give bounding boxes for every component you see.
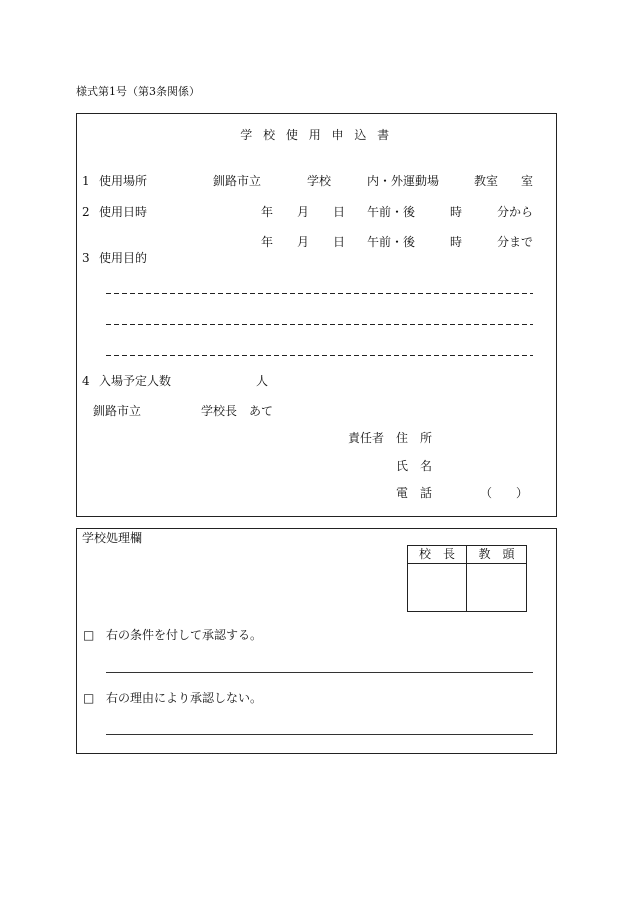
end-minute-unit: 分まで — [497, 235, 534, 249]
place-label: 使用場所 — [99, 174, 148, 188]
start-hour-unit: 時 — [450, 205, 463, 219]
attendance-unit: 人 — [256, 374, 269, 388]
end-day-unit: 日 — [333, 235, 346, 249]
principal-header: 校 長 — [408, 546, 467, 564]
form-title: 学 校 使 用 申 込 書 — [240, 128, 393, 142]
purpose-dashed-line — [106, 293, 533, 294]
item-number-datetime: 2 — [82, 205, 90, 219]
addressee-city: 釧路市立 — [93, 404, 142, 418]
school-processing-box — [76, 528, 557, 754]
not-approved-checkbox: □ — [83, 691, 95, 705]
conditions-line — [106, 672, 533, 673]
start-minute-unit: 分から — [497, 205, 534, 219]
vice-principal-header: 教 頭 — [467, 546, 526, 564]
applicant-phone-parens: （ ） — [480, 486, 529, 500]
place-school: 学校 — [307, 174, 332, 188]
form-number: 様式第1号（第3条関係） — [76, 85, 200, 98]
purpose-dashed-line — [106, 355, 533, 356]
applicant-role: 責任者 — [348, 431, 385, 445]
not-approved-label: 右の理由により承認しない。 — [106, 691, 263, 705]
approval-stamp-table — [407, 545, 527, 612]
attendance-label: 入場予定人数 — [99, 374, 172, 388]
addressee-title: 学校長 — [201, 404, 238, 418]
end-year-unit: 年 — [261, 235, 274, 249]
start-ampm: 午前・後 — [367, 205, 416, 219]
applicant-name-label: 氏 名 — [396, 459, 433, 473]
start-month-unit: 月 — [297, 205, 310, 219]
place-venue: 内・外運動場 — [367, 174, 440, 188]
purpose-dashed-line — [106, 324, 533, 325]
place-classroom: 教室 — [474, 174, 499, 188]
end-ampm: 午前・後 — [367, 235, 416, 249]
end-hour-unit: 時 — [450, 235, 463, 249]
addressee-suffix: あて — [249, 404, 274, 418]
purpose-label: 使用目的 — [99, 251, 148, 265]
place-room: 室 — [521, 174, 534, 188]
reason-line — [106, 734, 533, 735]
vice-principal-stamp-cell — [467, 564, 526, 611]
item-number-purpose: 3 — [82, 251, 90, 265]
datetime-label: 使用日時 — [99, 205, 148, 219]
applicant-phone-label: 電 話 — [396, 486, 433, 500]
start-day-unit: 日 — [333, 205, 346, 219]
principal-stamp-cell — [408, 564, 467, 611]
applicant-address-label: 住 所 — [396, 431, 433, 445]
end-month-unit: 月 — [297, 235, 310, 249]
place-city: 釧路市立 — [213, 174, 262, 188]
processing-title: 学校処理欄 — [82, 531, 143, 545]
start-year-unit: 年 — [261, 205, 274, 219]
application-form-box — [76, 113, 557, 517]
item-number-place: 1 — [82, 174, 90, 188]
approve-with-conditions-checkbox: □ — [83, 628, 95, 642]
item-number-attendance: 4 — [82, 374, 90, 388]
approve-with-conditions-label: 右の条件を付して承認する。 — [106, 628, 263, 642]
